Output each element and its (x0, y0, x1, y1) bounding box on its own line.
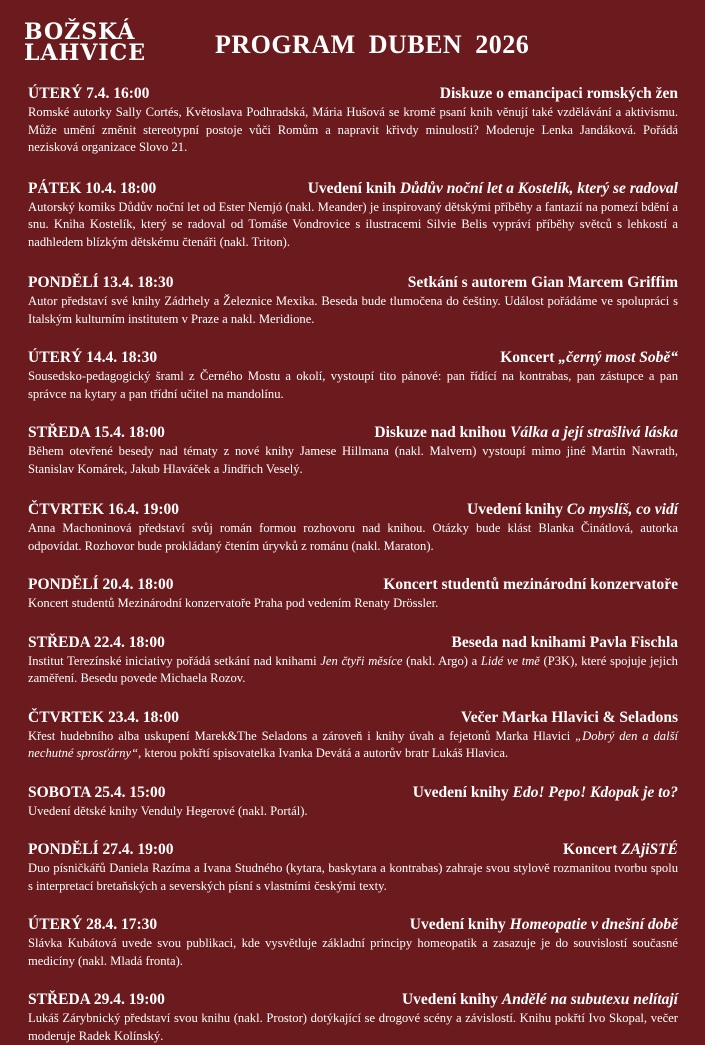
event-title: Setkání s autorem Gian Marcem Griffim (407, 274, 678, 291)
event-description: Autor představí své knihy Zádrhely a Železnice Mexika. Beseda bude tlumočena do češtiny. Událost pořádáme ve spolupráci s Italským kulturním institutem v Praze a nakl. Meridione. (28, 294, 678, 326)
event-description: Institut Terezínské iniciativy pořádá setkání nad knihami Jen čtyři měsíce (nakl. Argo) a Lidé ve tmě (P3K), které spojuje jejich zaměření. Besedu povede Michaela Rozov. (28, 653, 678, 685)
event-description: Slávka Kubátová uvede svou publikaci, kde vysvětluje základní principy homeopatik a zasazuje je do souvislostí současné medicíny (nakl. Mladá fronta). (28, 936, 678, 968)
event-description: Autorský komiks Důdův noční let od Ester Nemjó (nakl. Meander) je inspirovaný dětskými příběhy a fantazií na pomezí bdění a snu. Kniha Kostelík, který se radoval od Tomáše Vondrovice s ilustracemi Silvie Belis vypráví příběhy světců s lehkostí a nadhledem blízkým dětskému čtenáři (nakl. Triton). (28, 199, 678, 249)
event-title-italic: Válka a její strašlivá láska (510, 424, 678, 441)
event-title: Diskuze nad knihou Válka a její strašlivá láska (374, 424, 678, 441)
event-header (28, 179, 678, 199)
event-header (28, 423, 678, 443)
event-title: Uvedení knihy Andělé na subutexu nelítají (401, 991, 678, 1008)
event-title-italic: Co myslíš, co vidí (566, 501, 678, 518)
event-header (28, 575, 678, 595)
event-title: Uvedení knih Důdův noční let a Kostelík, který se radoval (307, 179, 678, 197)
event-title: Koncert studentů mezinárodní konzervatoře (383, 576, 678, 593)
event-title-italic: Edo! Pepo! Kdopak je to? (512, 783, 678, 801)
event-date: STŘEDA 22.4. 18:00 (28, 633, 165, 651)
event-item (28, 348, 678, 403)
event-title: Uvedení knihy Co myslíš, co vidí (467, 501, 678, 518)
event-date: ÚTERÝ 28.4. 17:30 (28, 916, 158, 933)
event-title-italic: „černý most Sobě“ (558, 349, 678, 366)
event-date: ÚTERÝ 7.4. 16:00 (28, 85, 150, 102)
event-description: Křest hudebního alba uskupení Marek&The Seladons a zároveň i knihy úvah a fejetonů Marka Hlavici „Dobrý den a další nechutné sprosťárny“, kterou pokřtí spisovatelka Ivanka Devátá a autorův bratr Lukáš Hlavica. (28, 728, 679, 760)
event-description: Romské autorky Sally Cortés, Květoslava Podhradská, Mária Hušová se kromě psaní knih věnují také vzdělávání a aktivismu. Může umění změnit stereotypní postoje vůči Romům a napravit křivdy minulosti? Moderuje Lenka Jandáková. Pořádá nezisková organizace Slovo 21. (28, 105, 678, 154)
page-title: PROGRAM DUBEN 2026 (215, 30, 530, 59)
event-item (28, 84, 678, 157)
event-list (28, 84, 678, 1045)
event-description: Lukáš Zárybnický představí svou knihu (nakl. Prostor) dotýkající se drogové scény a závislostí. Knihu pokřtí Ivo Skopal, večer moderuje Radek Kolínský. (28, 1011, 678, 1043)
event-date: ČTVRTEK 23.4. 18:00 (28, 708, 180, 726)
event-item (28, 990, 678, 1045)
event-date: ČTVRTEK 16.4. 19:00 (28, 501, 180, 518)
event-title-italic: Homeopatie v dnešní době (509, 916, 678, 933)
event-item (28, 273, 678, 328)
event-title: Beseda nad knihami Pavla Fischla (451, 633, 678, 651)
event-item (28, 423, 678, 478)
event-title-italic: Důdův noční let a Kostelík, který se radoval (399, 179, 678, 197)
event-title: Diskuze o emancipaci romských žen (439, 85, 678, 102)
event-date: PONDĚLÍ 27.4. 19:00 (28, 841, 174, 858)
event-title: Uvedení knihy Homeopatie v dnešní době (409, 916, 678, 933)
event-header (28, 840, 678, 860)
event-title: Večer Marka Hlavici & Seladons (461, 708, 678, 726)
event-description: Během otevřené besedy nad tématy z nové knihy Jamese Hillmana (nakl. Malvern) vystoupí mimo jiné Martin Nawrath, Stanislav Komárek, Jakub Hlaváček a Jindřich Veselý. (28, 444, 678, 476)
logo-line-1: BOŽSKÁ (24, 19, 136, 45)
event-date: SOBOTA 25.4. 15:00 (28, 783, 166, 801)
event-description: Uvedení dětské knihy Venduly Hegerové (nakl. Portál). (28, 803, 308, 818)
event-item (28, 633, 678, 688)
event-header (28, 348, 678, 368)
event-header (28, 500, 678, 520)
event-item (28, 840, 678, 895)
event-item (28, 500, 678, 555)
event-date: PÁTEK 10.4. 18:00 (28, 179, 157, 197)
event-description: Duo písničkářů Daniela Razíma a Ivana Studného (kytara, baskytara a kontrabas) zahraje svou stylově rozmanitou tvorbu spolu s interpretací bretaňských a severských písní s vlastními českými texty. (28, 861, 678, 893)
event-title: Koncert ZAjiSTÉ (563, 841, 678, 858)
event-header (28, 633, 678, 653)
event-title: Uvedení knihy Edo! Pepo! Kdopak je to? (412, 783, 678, 801)
event-item (28, 783, 678, 821)
event-title-italic: ZAjiSTÉ (621, 841, 678, 858)
event-header (28, 915, 678, 935)
event-header (28, 783, 678, 803)
event-item (28, 575, 678, 613)
event-title: Koncert „černý most Sobě“ (500, 349, 678, 366)
event-date: STŘEDA 15.4. 18:00 (28, 424, 165, 441)
event-date: PONDĚLÍ 13.4. 18:30 (28, 274, 174, 291)
event-description: Sousedsko-pedagogický šraml z Černého Mostu a okolí, vystoupí tito pánové: pan řídící na kontrabas, pan zástupce a pan správce na kytary a pan třídní učitel na mandolínu. (28, 369, 678, 401)
event-description: Koncert studentů Mezinárodní konzervatoře Praha pod vedením Renaty Drössler. (28, 596, 439, 610)
event-item (28, 915, 678, 970)
event-item (28, 179, 678, 252)
event-title-italic: Andělé na subutexu nelítají (501, 991, 678, 1008)
logo-line-2: LAHVICE (24, 40, 146, 66)
event-header (28, 990, 678, 1010)
event-header (28, 708, 678, 728)
event-header (28, 273, 678, 293)
event-description: Anna Machoninová představí svůj román formou rozhovoru nad knihou. Otázky bude klást Blanka Činátlová, autorka odpovídat. Rozhovor bude prokládaný čtením úryvků z románu (nakl. Maraton). (28, 521, 678, 553)
event-date: ÚTERÝ 14.4. 18:30 (28, 349, 158, 366)
bozska-lahvice-logo (24, 19, 146, 66)
event-date: PONDĚLÍ 20.4. 18:00 (28, 576, 174, 593)
event-item (28, 708, 678, 763)
event-date: STŘEDA 29.4. 19:00 (28, 991, 165, 1008)
event-header (28, 84, 678, 104)
